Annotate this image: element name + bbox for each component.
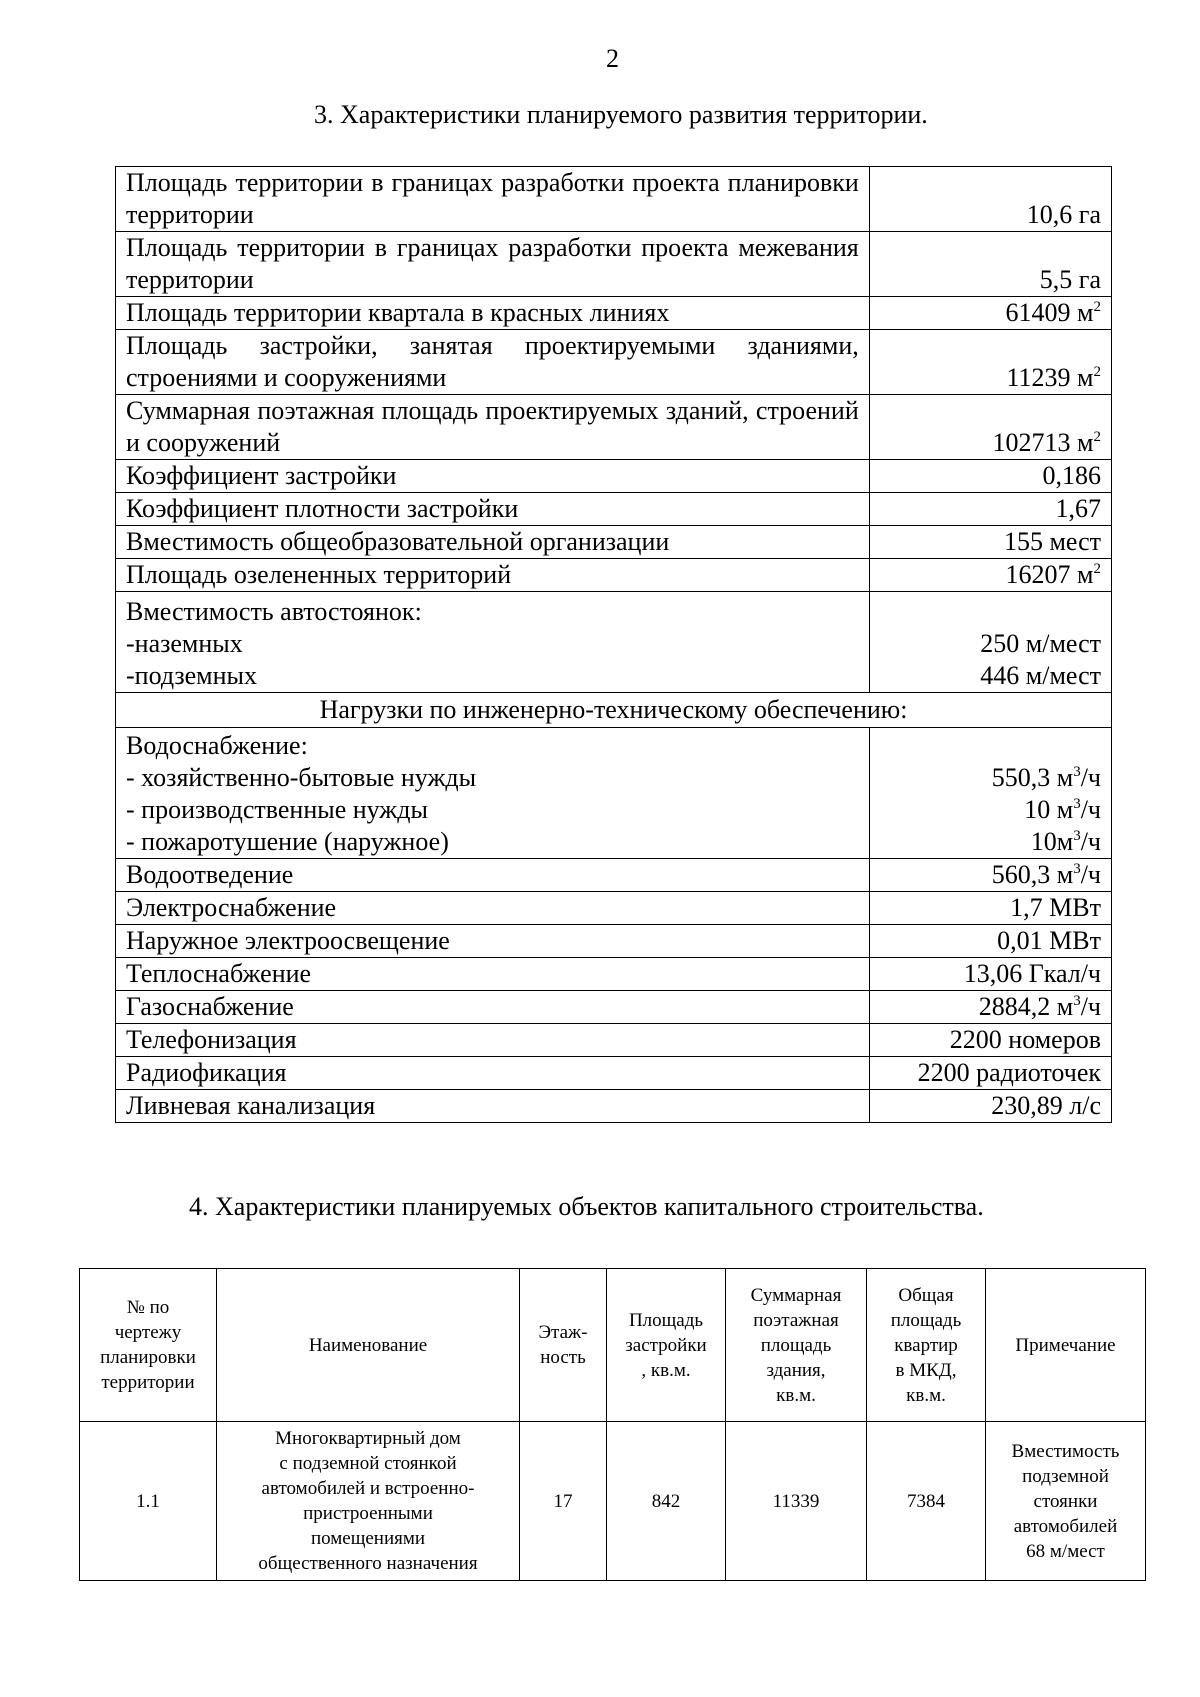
table-row: [116, 330, 1112, 395]
row-label: Водоотведение: [116, 859, 870, 892]
parking-values: 250 м/мест 446 м/мест: [869, 592, 1111, 693]
row-label: Телефонизация: [116, 1024, 870, 1057]
table-row: [116, 167, 1112, 232]
cell-floors: 17: [520, 1422, 607, 1581]
table-row: [116, 232, 1112, 297]
row-value: 0,01 МВт: [869, 925, 1111, 958]
row-label: Вместимость общеобразовательной организации: [116, 526, 870, 559]
water-supply-label: Водоснабжение: - хозяйственно-бытовые нужды - производственные нужды - пожаротушение (наружное): [116, 728, 870, 859]
table-row: [116, 958, 1112, 991]
table-row: [116, 859, 1112, 892]
water-supply-row: [116, 728, 1112, 859]
row-value: 11239 $м^2$: [869, 330, 1111, 395]
row-label: Площадь застройки, занятая проектируемыми зданиями, строениями и сооружениями: [116, 330, 870, 395]
row-value: 102713 $м^2$: [869, 395, 1111, 460]
row-label: Радиофикация: [116, 1057, 870, 1090]
row-label: Электроснабжение: [116, 892, 870, 925]
cell-note: Вместимость подземной стоянки автомобилей 68 м/мест: [986, 1422, 1146, 1581]
row-value: 2200 номеров: [869, 1024, 1111, 1057]
row-label: Ливневая канализация: [116, 1090, 870, 1123]
table-row: [116, 297, 1112, 330]
loads-header-row: [116, 693, 1112, 728]
cell-name: Многоквартирный дом с подземной стоянкой автомобилей и встроенно- пристроенными помещениями общественного назначения: [217, 1422, 520, 1581]
row-label: Коэффициент застройки: [116, 460, 870, 493]
table-header-row: [80, 1269, 1146, 1422]
row-value: 13,06 Гкал/ч: [869, 958, 1111, 991]
row-label: Площадь озелененных территорий: [116, 559, 870, 592]
parking-label: Вместимость автостоянок: -наземных -подземных: [116, 592, 870, 693]
row-value: 0,186: [869, 460, 1111, 493]
row-value: 1,7 МВт: [869, 892, 1111, 925]
table-row: [116, 493, 1112, 526]
row-label: Коэффициент плотности застройки: [116, 493, 870, 526]
table-row: [116, 1057, 1112, 1090]
row-value: 61409 $м^2$: [869, 297, 1111, 330]
table-row: [116, 460, 1112, 493]
cell-building-area: 842: [607, 1422, 726, 1581]
table-row: [116, 526, 1112, 559]
section-4-title: 4. Характеристики планируемых объектов капитального строительства.: [189, 1192, 984, 1221]
header-building-area: Площадь застройки , кв.м.: [607, 1269, 726, 1422]
table-row: [116, 395, 1112, 460]
header-apartment-area: Общая площадь квартир в МКД, кв.м.: [867, 1269, 986, 1422]
water-supply-values: 550,3 $м^3/ч$ 10 $м^3/ч$ $10м^3/ч$: [869, 728, 1111, 859]
table-row: [80, 1422, 1146, 1581]
row-value: 16207 $м^2$: [869, 559, 1111, 592]
parking-row: [116, 592, 1112, 693]
row-label: Площадь территории в границах разработки проекта межевания территории: [116, 232, 870, 297]
row-label: Газоснабжение: [116, 991, 870, 1024]
territory-characteristics-table: [115, 166, 1112, 1123]
header-floors: Этаж- ность: [520, 1269, 607, 1422]
row-value: 5,5 га: [869, 232, 1111, 297]
row-value: 1,67: [869, 493, 1111, 526]
row-value: 10,6 га: [869, 167, 1111, 232]
row-label: Наружное электроосвещение: [116, 925, 870, 958]
cell-total-floor-area: 11339: [726, 1422, 867, 1581]
header-note: Примечание: [986, 1269, 1146, 1422]
row-label: Теплоснабжение: [116, 958, 870, 991]
table-row: [116, 559, 1112, 592]
cell-number: 1.1: [80, 1422, 217, 1581]
row-value: 230,89 л/с: [869, 1090, 1111, 1123]
row-value: 560,3 $м^3/ч$: [869, 859, 1111, 892]
section-3-title: 3. Характеристики планируемого развития территории.: [314, 100, 928, 129]
table-row: [116, 892, 1112, 925]
row-value: 2200 радиоточек: [869, 1057, 1111, 1090]
cell-apartment-area: 7384: [867, 1422, 986, 1581]
table-row: [116, 991, 1112, 1024]
header-name: Наименование: [217, 1269, 520, 1422]
row-label: Площадь территории квартала в красных линиях: [116, 297, 870, 330]
row-value: 2884,2 $м^3/ч$: [869, 991, 1111, 1024]
capital-construction-table: [79, 1268, 1146, 1581]
table-row: [116, 925, 1112, 958]
table-row: [116, 1024, 1112, 1057]
row-label: Площадь территории в границах разработки проекта планировки территории: [116, 167, 870, 232]
page-number: 2: [606, 44, 619, 73]
row-value: 155 мест: [869, 526, 1111, 559]
row-label: Суммарная поэтажная площадь проектируемых зданий, строений и сооружений: [116, 395, 870, 460]
header-total-floor-area: Суммарная поэтажная площадь здания, кв.м.: [726, 1269, 867, 1422]
loads-header: Нагрузки по инженерно-техническому обеспечению:: [116, 693, 1112, 728]
header-number: № по чертежу планировки территории: [80, 1269, 217, 1422]
table-row: [116, 1090, 1112, 1123]
